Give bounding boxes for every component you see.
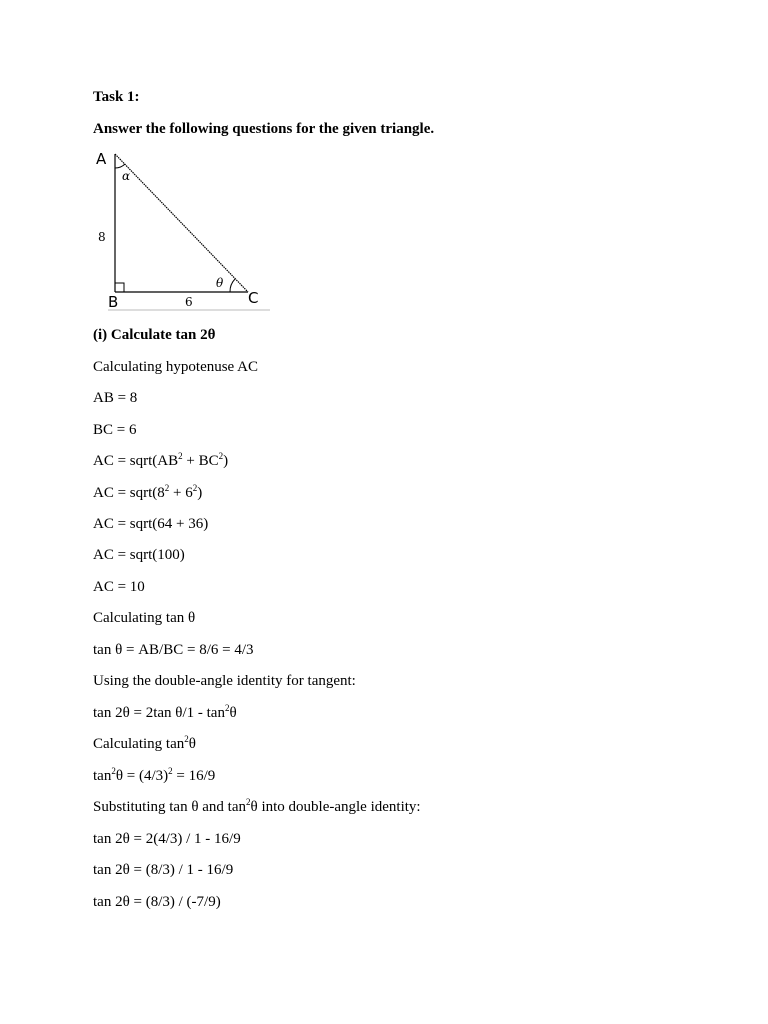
double-angle-identity: tan 2θ = 2tan $\theta/1 - \tan^2\theta$	[93, 703, 237, 721]
substitution-3: tan 2θ = (8/3) / (-7/9)	[93, 894, 221, 910]
substitution-1: tan 2θ = 2(4/3) / 1 - 16/9	[93, 831, 241, 847]
identity-intro: Using the double-angle identity for tangent:	[93, 673, 356, 689]
angle-theta-label: θ	[216, 276, 224, 290]
angle-alpha-arc	[115, 164, 125, 168]
side-bc-label: 6	[185, 295, 193, 309]
ac-formula-3: AC = sqrt(64 + 36)	[93, 516, 209, 532]
bc-value: BC = 6	[93, 422, 137, 438]
substituting-line: Substituting tan θ and $\tan^2\theta$ into double-angle identity:	[93, 797, 421, 815]
task-heading: Task 1:	[93, 89, 140, 105]
step-hypotenuse: Calculating hypotenuse AC	[93, 359, 258, 375]
instruction: Answer the following questions for the given triangle.	[93, 121, 435, 137]
ab-value: AB = 8	[93, 390, 138, 406]
tan-squared-value: $\tan^2\theta = (4/3)^2 = 16/9$	[93, 766, 216, 784]
vertex-a-label: A	[96, 150, 107, 168]
triangle-figure	[90, 146, 275, 316]
step-tan: Calculating tan θ	[93, 610, 196, 626]
side-ab-label: 8	[98, 230, 106, 244]
side-ac-line	[115, 154, 248, 292]
angle-alpha-label: α	[122, 169, 131, 183]
part-i-heading: (i) Calculate tan 2θ	[93, 327, 216, 343]
ac-formula-4: AC = sqrt(100)	[93, 547, 185, 563]
right-angle-mark	[115, 283, 124, 292]
angle-theta-arc	[230, 279, 235, 292]
ac-result: AC = 10	[93, 579, 145, 595]
vertex-c-label: C	[248, 289, 259, 307]
tan-value: tan θ = AB/BC = 8/6 = 4/3	[93, 642, 254, 658]
vertex-b-label: B	[108, 293, 119, 311]
substitution-2: tan 2θ = (8/3) / 1 - 16/9	[93, 862, 234, 878]
ac-formula-2: AC = $sqrt(8^2 + 6^2)$	[93, 483, 203, 501]
ac-formula-1: AC = $sqrt(AB^2 + BC^2)$	[93, 451, 229, 469]
step-tan-squared: Calculating $\tan^2\theta$	[93, 734, 196, 752]
